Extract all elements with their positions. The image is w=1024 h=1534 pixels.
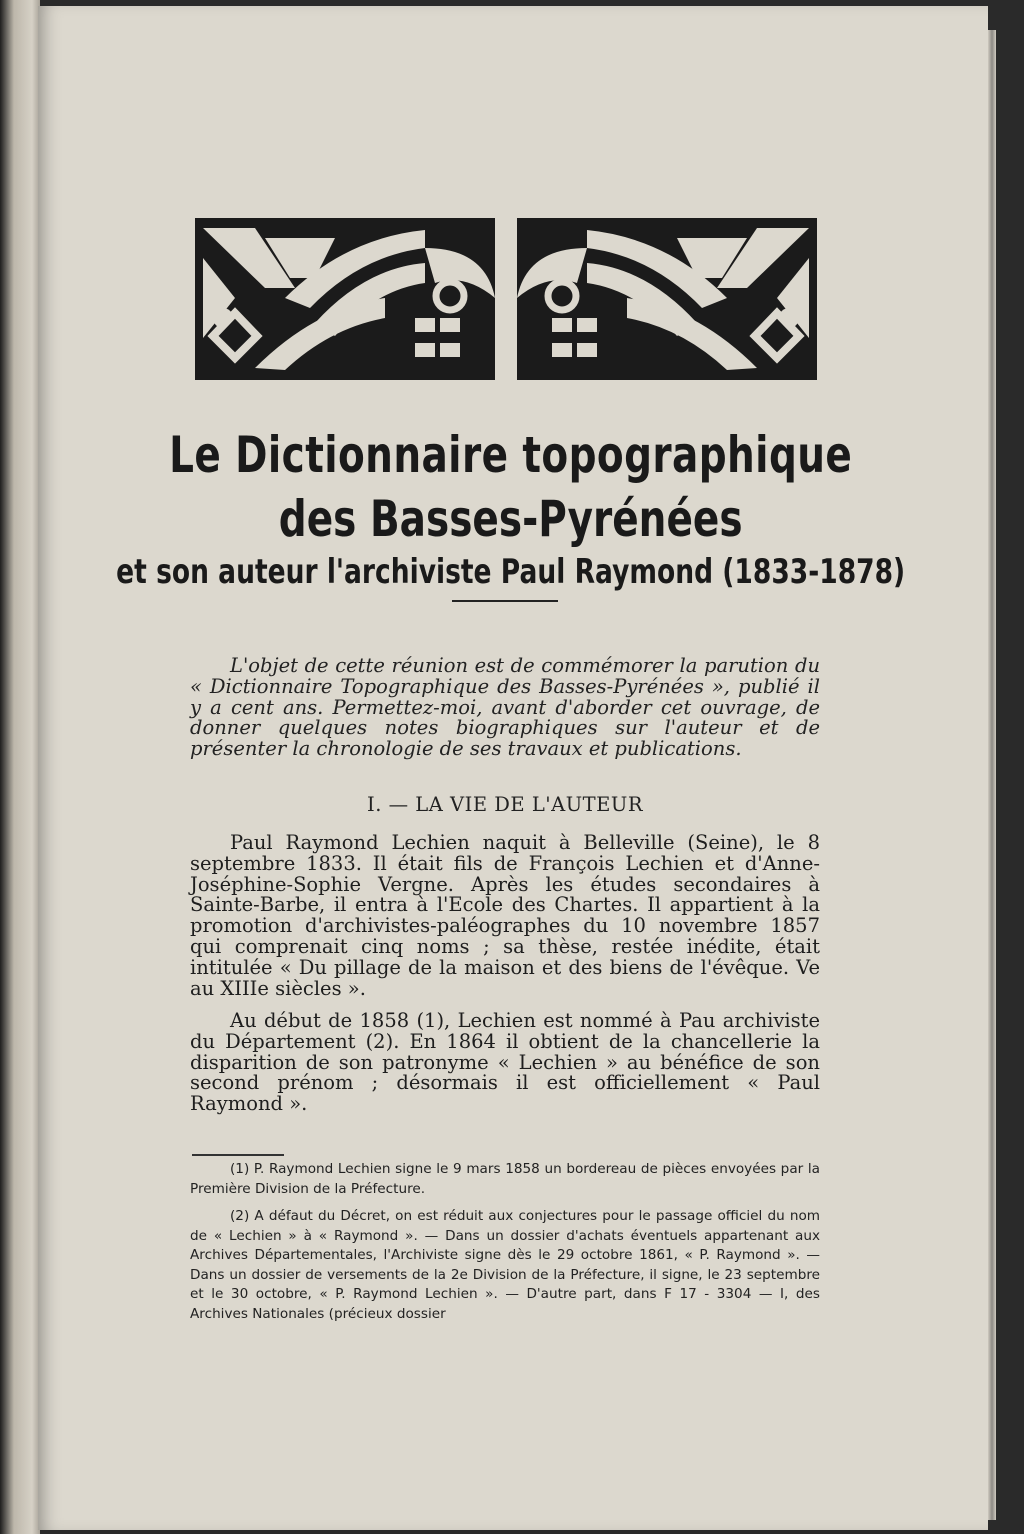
footnote: (2) A défaut du Décret, on est réduit aux conjectures pour le passage officiel du nom de « Lechien » à « Raymond ». — Dans un dossier d'achats éventuels appartenant aux Archives Départementales, l'Archiviste signe dès le 29 octobre 1861, « P. Raymond ». — Dans un dossier de versements de la 2e Division de la Préfecture, il signe, le 23 septembre et le 30 octobre, « P. Raymond Lechien ». — D'autre part, dans F 17 - 3304 — I, des Archives Nationales (précieux dossier <box>190 1208 820 1322</box>
title-rule <box>452 600 558 602</box>
footnote: (1) P. Raymond Lechien signe le 9 mars 1858 un bordereau de pièces envoyées par la Première Division de la Préfecture. <box>190 1161 820 1197</box>
page-stack-edge <box>988 30 996 1520</box>
intro-paragraph: L'objet de cette réunion est de commémorer la parution du « Dictionnaire Topographique des Basses-Pyrénées », publié il y a cent ans. Permettez-moi, avant d'aborder cet ouvrage, de donner quelques notes biographiques sur l'auteur et de présenter la chronologie de ses travaux et publications. <box>190 654 820 761</box>
section-heading: I. — LA VIE DE L'AUTEUR <box>367 793 643 816</box>
title-line-2: des Basses-Pyrénées <box>278 490 743 548</box>
title-line-3: et son auteur l'archiviste Paul Raymond (1833-1878) <box>116 552 906 592</box>
facing-page-edge <box>0 0 40 1534</box>
title-line-1: Le Dictionnaire topographique <box>169 426 853 484</box>
footnote-rule <box>192 1154 284 1156</box>
decorative-ornament-band <box>195 218 817 380</box>
body-paragraph: Au début de 1858 (1), Lechien est nommé à Pau archiviste du Département (2). En 1864 il obtient de la chancellerie la disparition de son patronyme « Lechien » au bénéfice de son second prénom ; désormais il est officiellement « Paul Raymond ». <box>190 1009 820 1116</box>
body-paragraph: Paul Raymond Lechien naquit à Belleville (Seine), le 8 septembre 1833. Il était fils de François Lechien et d'Anne-Joséphine-Sophie Vergne. Après les études secondaires à Sainte-Barbe, il entra à l'Ecole des Chartes. Il appartient à la promotion d'archivistes-paléographes du 10 novembre 1857 qui comprenait cinq noms ; sa thèse, restée inédite, était intitulée « Du pillage de la maison et des biens de l'évêque. Ve au XIIIe siècles ». <box>190 831 820 1000</box>
